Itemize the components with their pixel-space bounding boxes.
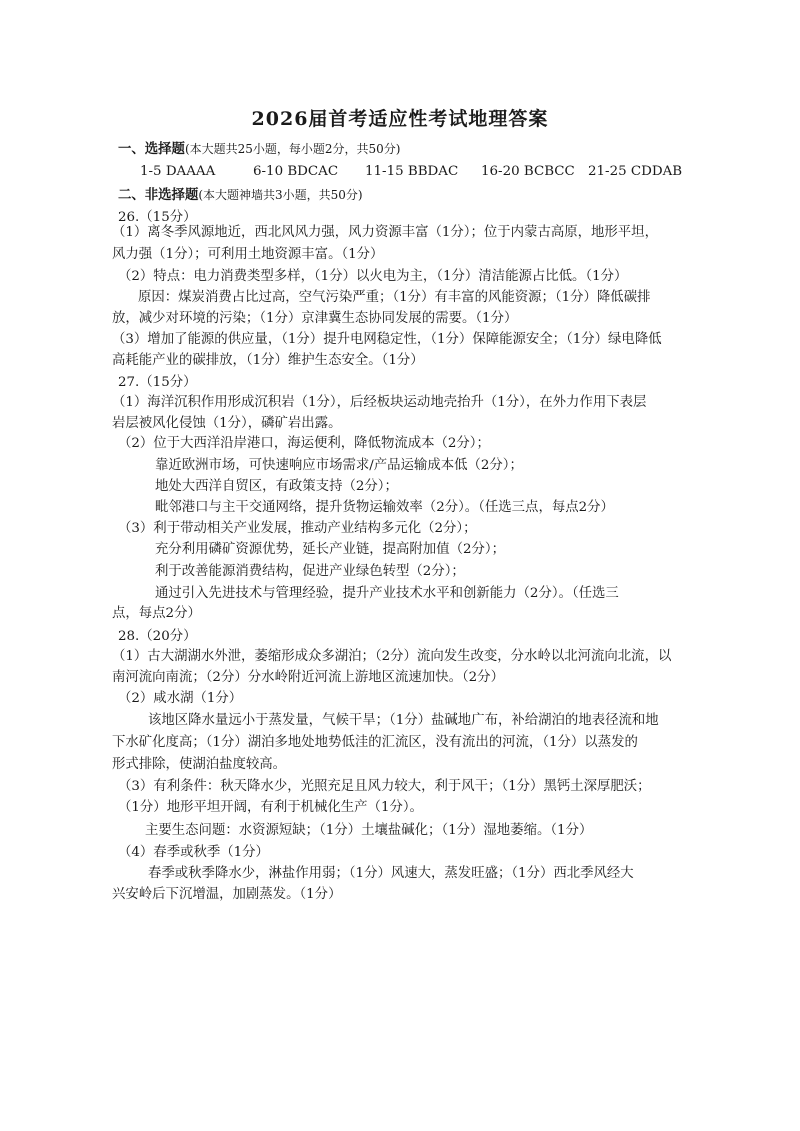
answer-line: （3）有利条件：秋天降水少，光照充足且风力较大，利于风干；（1分）黑钙土深厚肥沃； xyxy=(118,779,651,794)
answer-line: 兴安岭后下沉增温，加剧蒸发。（1分） xyxy=(112,887,342,902)
section2-heading-row xyxy=(118,186,363,205)
answer-line: 风力强（1分）；可利用土地资源丰富。（1分） xyxy=(112,247,384,262)
answer-group: 11-15 BBDAC xyxy=(365,164,459,179)
choice-answers xyxy=(140,163,682,181)
answer-line: 充分利用磷矿资源优势，延长产业链，提高附加值（2分）； xyxy=(155,542,505,557)
answer-line: 主要生态问题：水资源短缺；（1分）土壤盐碱化；（1分）湿地萎缩。（1分） xyxy=(145,823,593,838)
answer-line: （1）古大湖湖水外泄，萎缩形成众多湖泊；（2分）流向发生改变，分水岭以北河流向北流，以 xyxy=(112,649,672,664)
section1-heading-row xyxy=(118,140,401,159)
answer-line: 下水矿化度高；（1分）湖泊多地处地势低洼的汇流区，没有流出的河流，（1分）以蒸发的 xyxy=(112,735,638,750)
answer-line: 毗邻港口与主干交通网络，提升货物运输效率（2分）。（任选三点，每点2分） xyxy=(155,500,614,515)
answer-line: （2）咸水湖（1分） xyxy=(118,691,243,706)
answer-line: 靠近欧洲市场，可快速响应市场需求/产品运输成本低（2分）； xyxy=(155,458,523,473)
answer-line: 高耗能产业的碳排放，（1分）维护生态安全。（1分） xyxy=(112,353,424,368)
answer-line: （1）海洋沉积作用形成沉积岩（1分），后经板块运动地壳抬升（1分），在外力作用下表层 xyxy=(112,395,647,410)
answer-line: 放，减少对环境的污染；（1分）京津冀生态协同发展的需要。（1分） xyxy=(112,311,518,326)
answer-line: 该地区降水量远小于蒸发量，气候干旱；（1分）盐碱地广布，补给湖泊的地表径流和地 xyxy=(148,713,659,728)
answer-line: 通过引入先进技术与管理经验，提升产业技术水平和创新能力（2分）。（任选三 xyxy=(155,586,619,601)
answer-line: 形式排除，使湖泊盐度较高。 xyxy=(112,757,287,772)
answer-line: （1）离冬季风源地近，西北风风力强，风力资源丰富（1分）；位于内蒙古高原，地形平坦， xyxy=(112,225,658,240)
document-title: 2026届首考适应性考试地理答案 xyxy=(251,108,549,130)
answer-group: 16-20 BCBCC xyxy=(481,164,575,179)
section1-heading: 一、选择题 xyxy=(118,141,185,157)
answer-line: 利于改善能源消费结构，促进产业绿色转型（2分）； xyxy=(155,564,465,579)
question-heading: 26.（15分） xyxy=(118,210,197,225)
answer-line: （2）位于大西洋沿岸港口，海运便利，降低物流成本（2分）； xyxy=(118,436,490,451)
answer-group: 6-10 BDCAC xyxy=(253,164,339,179)
section2-heading: 二、非选择题 xyxy=(118,187,199,203)
answer-line: 春季或秋季降水少，淋盐作用弱；（1分）风速大，蒸发旺盛；（1分）西北季风经大 xyxy=(148,866,634,881)
question-heading: 27.（15分） xyxy=(118,375,197,390)
answer-line: 原因：煤炭消费占比过高，空气污染严重；（1分）有丰富的风能资源；（1分）降低碳排 xyxy=(138,290,651,305)
answer-group: 1-5 DAAAA xyxy=(140,164,216,179)
question-heading: 28.（20分） xyxy=(118,629,197,644)
answer-line: （3）增加了能源的供应量，（1分）提升电网稳定性，（1分）保障能源安全；（1分）绿电降低 xyxy=(112,332,662,347)
section1-note: (本大题共25小题，每小题2分，共50分) xyxy=(184,142,401,156)
answer-line: （3）利于带动相关产业发展，推动产业结构多元化（2分）； xyxy=(118,521,477,536)
answer-line: 点，每点2分） xyxy=(112,606,201,621)
answer-line: 南河流向南流；（2分）分水岭附近河流上游地区流速加快。（2分） xyxy=(112,670,504,685)
answer-line: （1分）地形平坦开阔，有利于机械化生产（1分）。 xyxy=(118,800,423,815)
answer-line: 岩层被风化侵蚀（1分），磷矿岩出露。 xyxy=(112,416,342,431)
answer-group: 21-25 CDDAB xyxy=(588,164,683,179)
answer-line: 地处大西洋自贸区，有政策支持（2分）； xyxy=(155,479,398,494)
section2-note: (本大题神墙共3小题，共50分) xyxy=(198,188,363,202)
answer-line: （4）春季或秋季（1分） xyxy=(118,845,269,860)
answer-line: （2）特点：电力消费类型多样，（1分）以火电为主，（1分）清洁能源占比低。（1分） xyxy=(118,269,628,284)
